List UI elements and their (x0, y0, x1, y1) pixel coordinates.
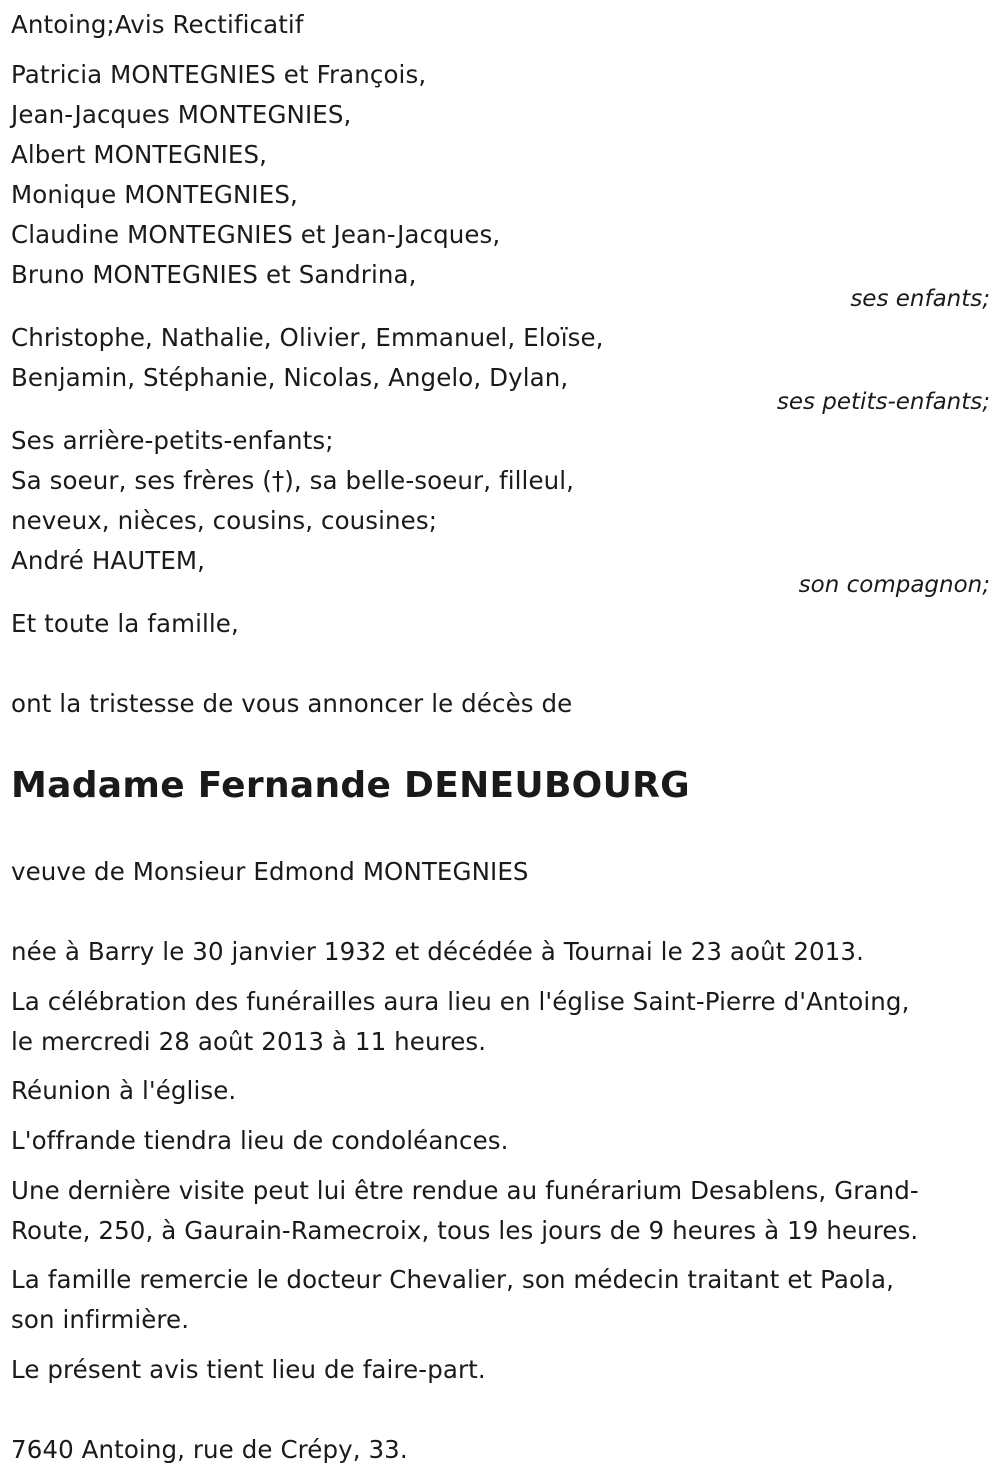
companion-role: son compagnon; (798, 572, 990, 598)
companion-name: André HAUTEM, (11, 546, 206, 575)
grandchildren-line: Benjamin, Stéphanie, Nicolas, Angelo, Dylan, (11, 363, 569, 392)
funeral-line: le mercredi 28 août 2013 à 11 heures. (11, 1027, 487, 1056)
child-line: Claudine MONTEGNIES et Jean-Jacques, (11, 220, 501, 249)
widow-of: veuve de Monsieur Edmond MONTEGNIES (11, 857, 529, 886)
child-line: Patricia MONTEGNIES et François, (11, 60, 427, 89)
offering: L'offrande tiendra lieu de condoléances. (11, 1126, 509, 1155)
visit-line: Route, 250, à Gaurain-Ramecroix, tous les jours de 9 heures à 19 heures. (11, 1216, 919, 1245)
children-role: ses enfants; (850, 286, 990, 312)
whole-family: Et toute la famille, (11, 609, 239, 638)
visit-line: Une dernière visite peut lui être rendue au funérarium Desablens, Grand- (11, 1176, 919, 1205)
address: 7640 Antoing, rue de Crépy, 33. (11, 1435, 408, 1464)
meeting: Réunion à l'église. (11, 1076, 237, 1105)
thanks-line: La famille remercie le docteur Chevalier, son médecin traitant et Paola, (11, 1265, 894, 1294)
announcement: ont la tristesse de vous annoncer le décès de (11, 689, 573, 718)
deceased-name: Madame Fernande DENEUBOURG (11, 765, 690, 806)
family-line: Sa soeur, ses frères (†), sa belle-soeur, filleul, (11, 466, 575, 495)
notice: Le présent avis tient lieu de faire-part. (11, 1355, 486, 1384)
child-line: Jean-Jacques MONTEGNIES, (11, 100, 352, 129)
birth-death: née à Barry le 30 janvier 1932 et décédée à Tournai le 23 août 2013. (11, 937, 864, 966)
grandchildren-line: Christophe, Nathalie, Olivier, Emmanuel, Eloïse, (11, 323, 604, 352)
child-line: Monique MONTEGNIES, (11, 180, 298, 209)
funeral-line: La célébration des funérailles aura lieu en l'église Saint-Pierre d'Antoing, (11, 987, 910, 1016)
grandchildren-role: ses petits-enfants; (776, 389, 990, 415)
thanks-line: son infirmière. (11, 1305, 190, 1334)
header-title: Antoing;Avis Rectificatif (11, 10, 304, 39)
family-line: Ses arrière-petits-enfants; (11, 426, 334, 455)
child-line: Albert MONTEGNIES, (11, 140, 268, 169)
family-line: neveux, nièces, cousins, cousines; (11, 506, 438, 535)
child-line: Bruno MONTEGNIES et Sandrina, (11, 260, 417, 289)
